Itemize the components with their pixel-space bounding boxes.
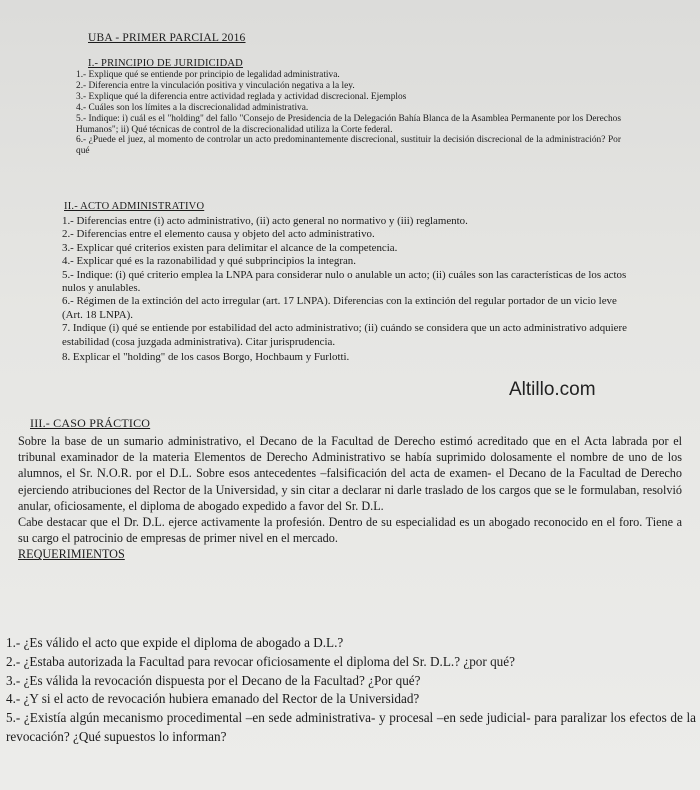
section-2-item: 8. Explicar el "holding" de los casos Borgo, Hochbaum y Furlotti. [62, 351, 350, 364]
altillo-watermark: Altillo.com [509, 379, 596, 400]
requirement-item: 3.- ¿Es válida la revocación dispuesta por el Decano de la Facultad? ¿Por qué? [6, 672, 421, 688]
section-1-list [76, 70, 621, 157]
section-2-item: 6.- Régimen de la extinción del acto irregular (art. 17 LNPA). Diferencias con la extinción del regular portador de un vicio leve (Art. 18 LNPA). [62, 295, 617, 321]
requirement-item: 1.- ¿Es válido el acto que expide el diploma de abogado a D.L.? [6, 635, 344, 650]
section-1-item: 4.- Cuáles son los límites a la discrecionalidad administrativa. [76, 102, 309, 113]
section-1-item: 3.- Explique qué la diferencia entre actividad reglada y actividad discrecional. Ejemplos [76, 91, 407, 102]
section-2-item: 4.- Explicar qué es la razonabilidad y qué subprincipios la integran. [62, 255, 356, 268]
section-2-item: 2.- Diferencias entre el elemento causa y objeto del acto administrativo. [62, 228, 375, 241]
section-2-item: 1.- Diferencias entre (i) acto administrativo, (ii) acto general no normativo y (iii) reglamento. [62, 215, 468, 227]
section-1-item: 2.- Diferencia entre la vinculación positiva y vinculación negativa a la ley. [76, 80, 355, 91]
section-1-item: 6.- ¿Puede el juez, al momento de controlar un acto predominantemente discrecional, sustituir la decisión discrecional de la administración? Por qué [76, 135, 621, 157]
requirement-item: 2.- ¿Estaba autorizada la Facultad para revocar oficiosamente el diploma del Sr. D.L.? ¿por qué? [6, 653, 515, 669]
section-1-item: 1.- Explique qué se entiende por principio de legalidad administrativa. [76, 70, 340, 80]
section-2-title: II.- ACTO ADMINISTRATIVO [64, 201, 205, 212]
section-2-item: 3.- Explicar qué criterios existen para delimitar el alcance de la competencia. [62, 241, 398, 254]
section-2-item: 7. Indique (i) qué se entiende por estabilidad del acto administrativo; (ii) cuándo se considera que un acto administrativo adquiere estabilidad (cosa juzgada administrativa). Citar jurisprudencia. [62, 322, 627, 348]
case-paragraph: Sobre la base de un sumario administrativo, el Decano de la Facultad de Derecho estimó acreditado que en el Acta labrada por el tribunal examinador de la materia Elementos de Derecho Administrativo se había suprimido dolosamente el nombre de uno de los alumnos, el Sr. N.O.R. por el D.L. Sobre esos antecedentes –falsificación del acta de examen- el Decano de la Facultad de Derecho ejerciendo atribuciones del Rector de la Universidad, y sin citar a declarar ni darle traslado de los cargos que se le formulaban, resolvió anular, oficiosamente, el diploma de abogado expedido a favor del Sr. D.L. [18, 434, 682, 513]
case-text [18, 433, 682, 563]
section-2-item: 5.- Indique: (i) qué criterio emplea la LNPA para considerar nulo o anulable un acto; (ii) cuáles son las características de los actos nulos y anulables. [62, 268, 627, 295]
requirement-item: 5.- ¿Existía algún mecanismo procedimental –en sede administrativa- y procesal –en sede judicial- para paralizar los efectos de la revocación? ¿Qué supuestos lo informan? [6, 710, 696, 744]
exam-header: UBA - PRIMER PARCIAL 2016 [88, 32, 246, 44]
requirements-list [6, 634, 696, 747]
requirement-item: 4.- ¿Y si el acto de revocación hubiera emanado del Rector de la Universidad? [6, 691, 420, 707]
section-1-item: 5.- Indique: i) cuál es el "holding" del fallo "Consejo de Presidencia de la Delegación Bahía Blanca de la Asamblea Permanente por los Derechos Humanos"; ii) Qué técnicas de control de la discrecionalidad utiliza la Corte federal. [76, 113, 621, 135]
requirements-title: REQUERIMIENTOS [18, 547, 125, 562]
section-3-title: III.- CASO PRÁCTICO [30, 416, 151, 430]
section-1-title: I.- PRINCIPIO DE JURIDICIDAD [88, 58, 243, 69]
section-2-list [62, 215, 637, 364]
case-paragraph: Cabe destacar que el Dr. D.L. ejerce activamente la profesión. Dentro de su especialidad es un abogado reconocido en el foro. Tiene a su cargo el patrocinio de empresas de primer nivel en el mercado. [18, 515, 682, 546]
